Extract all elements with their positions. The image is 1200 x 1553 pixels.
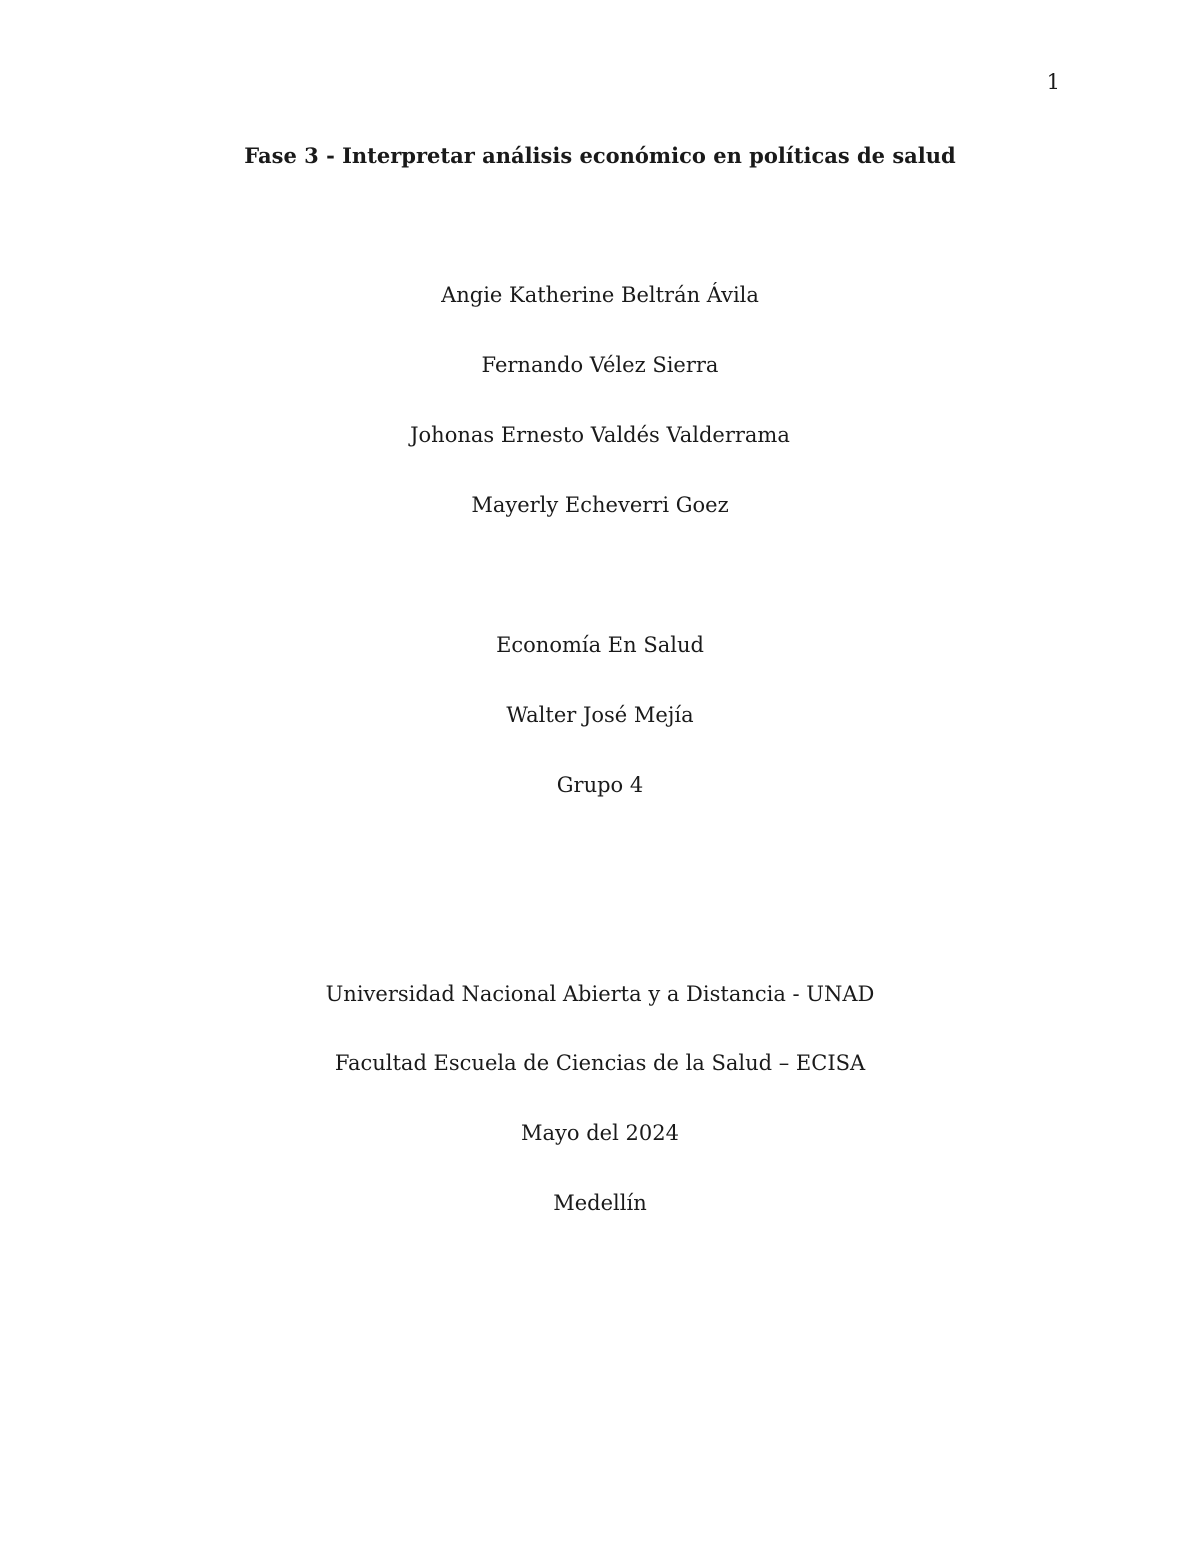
page-number: 1 (1046, 70, 1060, 94)
instructor-name: Walter José Mejía (506, 703, 694, 727)
author-name: Mayerly Echeverri Goez (471, 493, 729, 517)
author-name: Angie Katherine Beltrán Ávila (441, 283, 759, 307)
course-name: Economía En Salud (496, 633, 704, 657)
city-name: Medellín (553, 1191, 647, 1215)
author-name: Johonas Ernesto Valdés Valderrama (410, 423, 790, 447)
faculty-name: Facultad Escuela de Ciencias de la Salud – ECISA (334, 1051, 866, 1075)
document-title: Fase 3 - Interpretar análisis económico en políticas de salud (244, 143, 956, 168)
institution-name: Universidad Nacional Abierta y a Distancia - UNAD (325, 982, 875, 1006)
author-name: Fernando Vélez Sierra (481, 353, 719, 377)
group-label: Grupo 4 (556, 773, 644, 797)
document-date: Mayo del 2024 (521, 1121, 679, 1145)
